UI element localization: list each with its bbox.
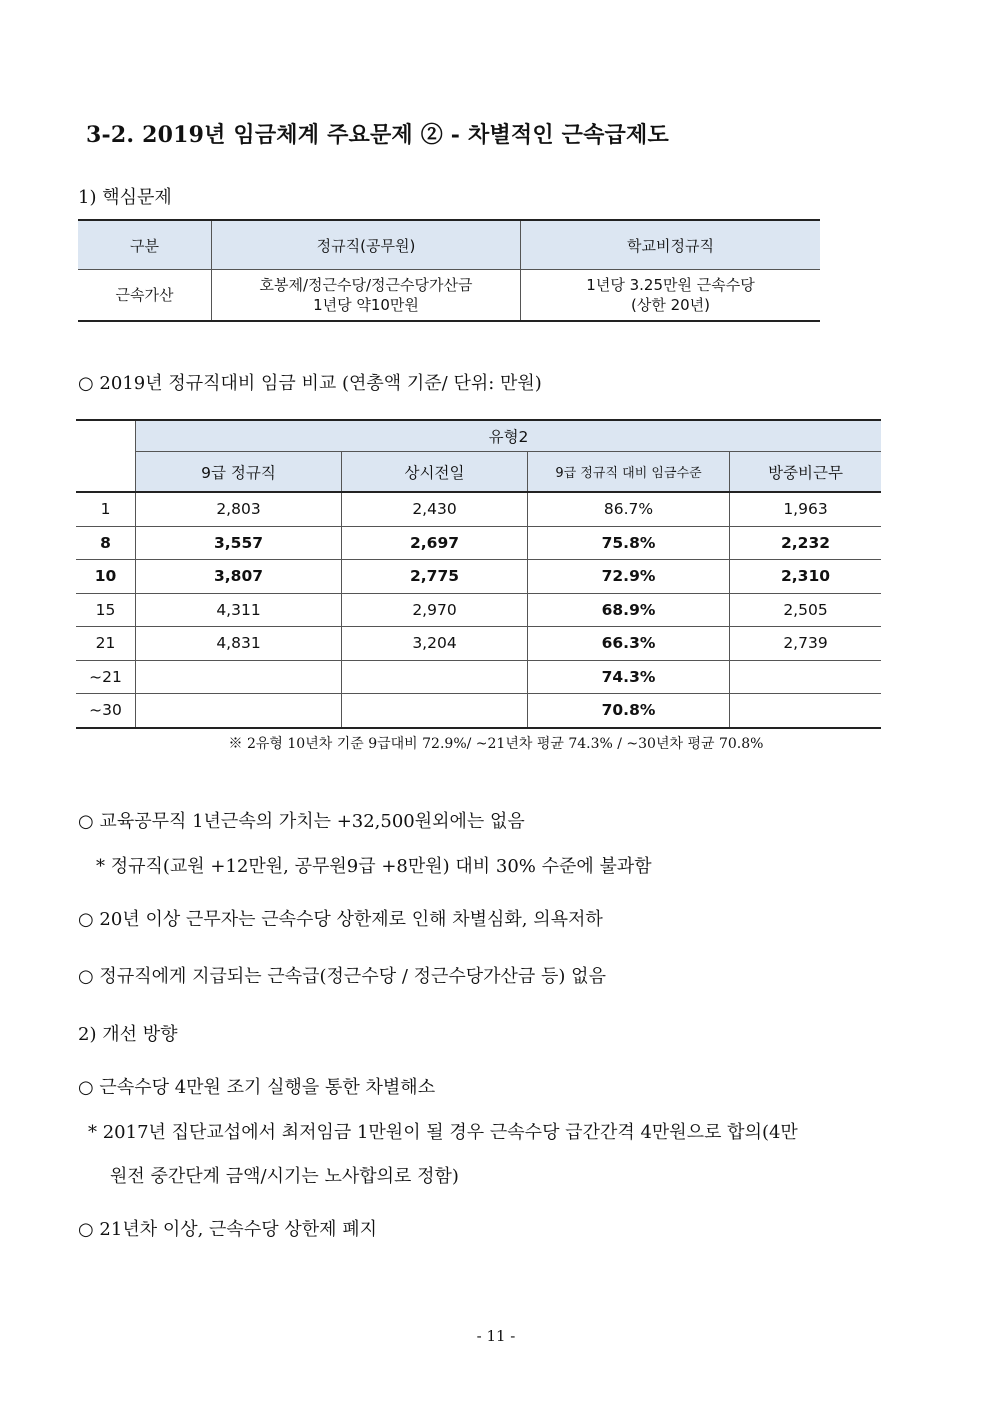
cell-grade9 — [136, 694, 342, 728]
table-row — [76, 694, 881, 728]
core-problem-table — [78, 219, 820, 322]
row-year: 1 — [76, 492, 136, 526]
page-title: 3-2. 2019년 임금체계 주요문제 ② - 차별적인 근속급제도 — [86, 122, 669, 148]
cell-grade9: 3,807 — [136, 560, 342, 594]
cell-ratio: 75.8% — [528, 526, 730, 560]
table-footnote: ※ 2유형 10년차 기준 9급대비 72.9%/ ~21년차 평균 74.3% / ~30년차 평균 70.8% — [228, 736, 764, 752]
table2-header-fulltime: 상시전일 — [342, 452, 528, 493]
cell-ratio: 66.3% — [528, 627, 730, 661]
bullet-item: ○ 정규직에게 지급되는 근속급(정근수당 / 정근수당가산금 등) 없음 — [78, 966, 606, 987]
bullet-item: ○ 교육공무직 1년근속의 가치는 +32,500원외에는 없음 — [78, 811, 525, 832]
row-year: 21 — [76, 627, 136, 661]
cell-vacation: 2,505 — [730, 593, 882, 627]
cell-vacation: 2,232 — [730, 526, 882, 560]
cell-ratio: 74.3% — [528, 660, 730, 694]
cell-ratio: 86.7% — [528, 492, 730, 526]
cell-fulltime: 2,697 — [342, 526, 528, 560]
table1-irregular-line2: (상한 20년) — [630, 296, 711, 314]
cell-grade9: 3,557 — [136, 526, 342, 560]
cell-fulltime — [342, 660, 528, 694]
cell-fulltime: 2,775 — [342, 560, 528, 594]
table1-header-irregular: 학교비정규직 — [521, 220, 821, 270]
cell-ratio: 72.9% — [528, 560, 730, 594]
bullet-subnote: * 2017년 집단교섭에서 최저임금 1만원이 될 경우 근속수당 급간간격 4만원으로 합의(4만 — [88, 1122, 798, 1143]
row-year: ~21 — [76, 660, 136, 694]
table1-row-label: 근속가산 — [78, 270, 212, 322]
table1-header-category: 구분 — [78, 220, 212, 270]
table-row — [76, 560, 881, 594]
table-row — [76, 492, 881, 526]
bullet-item: ○ 근속수당 4만원 조기 실행을 통한 차별해소 — [78, 1077, 436, 1098]
table1-irregular-cell — [521, 270, 821, 322]
table-row — [76, 627, 881, 661]
table1-irregular-line1: 1년당 3.25만원 근속수당 — [586, 276, 755, 294]
wage-comparison-title: ○ 2019년 정규직대비 임금 비교 (연총액 기준/ 단위: 만원) — [78, 373, 542, 394]
bullet-subnote-continued: 원전 중간단계 금액/시기는 노사합의로 정함) — [110, 1166, 459, 1187]
cell-grade9 — [136, 660, 342, 694]
table-row — [76, 593, 881, 627]
table1-header-regular: 정규직(공무원) — [212, 220, 521, 270]
cell-fulltime: 3,204 — [342, 627, 528, 661]
cell-grade9: 4,311 — [136, 593, 342, 627]
table-row — [76, 660, 881, 694]
table1-regular-cell — [212, 270, 521, 322]
table2-header-vacation: 방중비근무 — [730, 452, 882, 493]
bullet-subnote: * 정규직(교원 +12만원, 공무원9급 +8만원) 대비 30% 수준에 불과함 — [96, 856, 652, 877]
cell-vacation: 2,739 — [730, 627, 882, 661]
cell-ratio: 68.9% — [528, 593, 730, 627]
cell-grade9: 2,803 — [136, 492, 342, 526]
table2-header-wage-ratio: 9급 정규직 대비 임금수준 — [528, 452, 730, 493]
row-year: 15 — [76, 593, 136, 627]
table2-group-header: 유형2 — [136, 420, 882, 452]
section-heading-core-problem: 1) 핵심문제 — [78, 187, 172, 208]
cell-vacation — [730, 694, 882, 728]
cell-vacation — [730, 660, 882, 694]
bullet-item: ○ 21년차 이상, 근속수당 상한제 폐지 — [78, 1219, 377, 1240]
table1-regular-line1: 호봉제/정근수당/정근수당가산금 — [259, 276, 473, 294]
cell-vacation: 2,310 — [730, 560, 882, 594]
page-number: - 11 - — [476, 1327, 516, 1345]
section-heading-improvement: 2) 개선 방향 — [78, 1024, 178, 1045]
table2-header-grade9: 9급 정규직 — [136, 452, 342, 493]
row-year: 8 — [76, 526, 136, 560]
cell-fulltime: 2,430 — [342, 492, 528, 526]
cell-vacation: 1,963 — [730, 492, 882, 526]
table1-regular-line2: 1년당 약10만원 — [313, 296, 419, 314]
cell-fulltime — [342, 694, 528, 728]
cell-grade9: 4,831 — [136, 627, 342, 661]
row-year: ~30 — [76, 694, 136, 728]
bullet-item: ○ 20년 이상 근무자는 근속수당 상한제로 인해 차별심화, 의욕저하 — [78, 909, 603, 930]
cell-ratio: 70.8% — [528, 694, 730, 728]
table2-corner-cell — [76, 420, 136, 492]
cell-fulltime: 2,970 — [342, 593, 528, 627]
wage-comparison-table — [76, 419, 881, 729]
row-year: 10 — [76, 560, 136, 594]
table-row — [76, 526, 881, 560]
